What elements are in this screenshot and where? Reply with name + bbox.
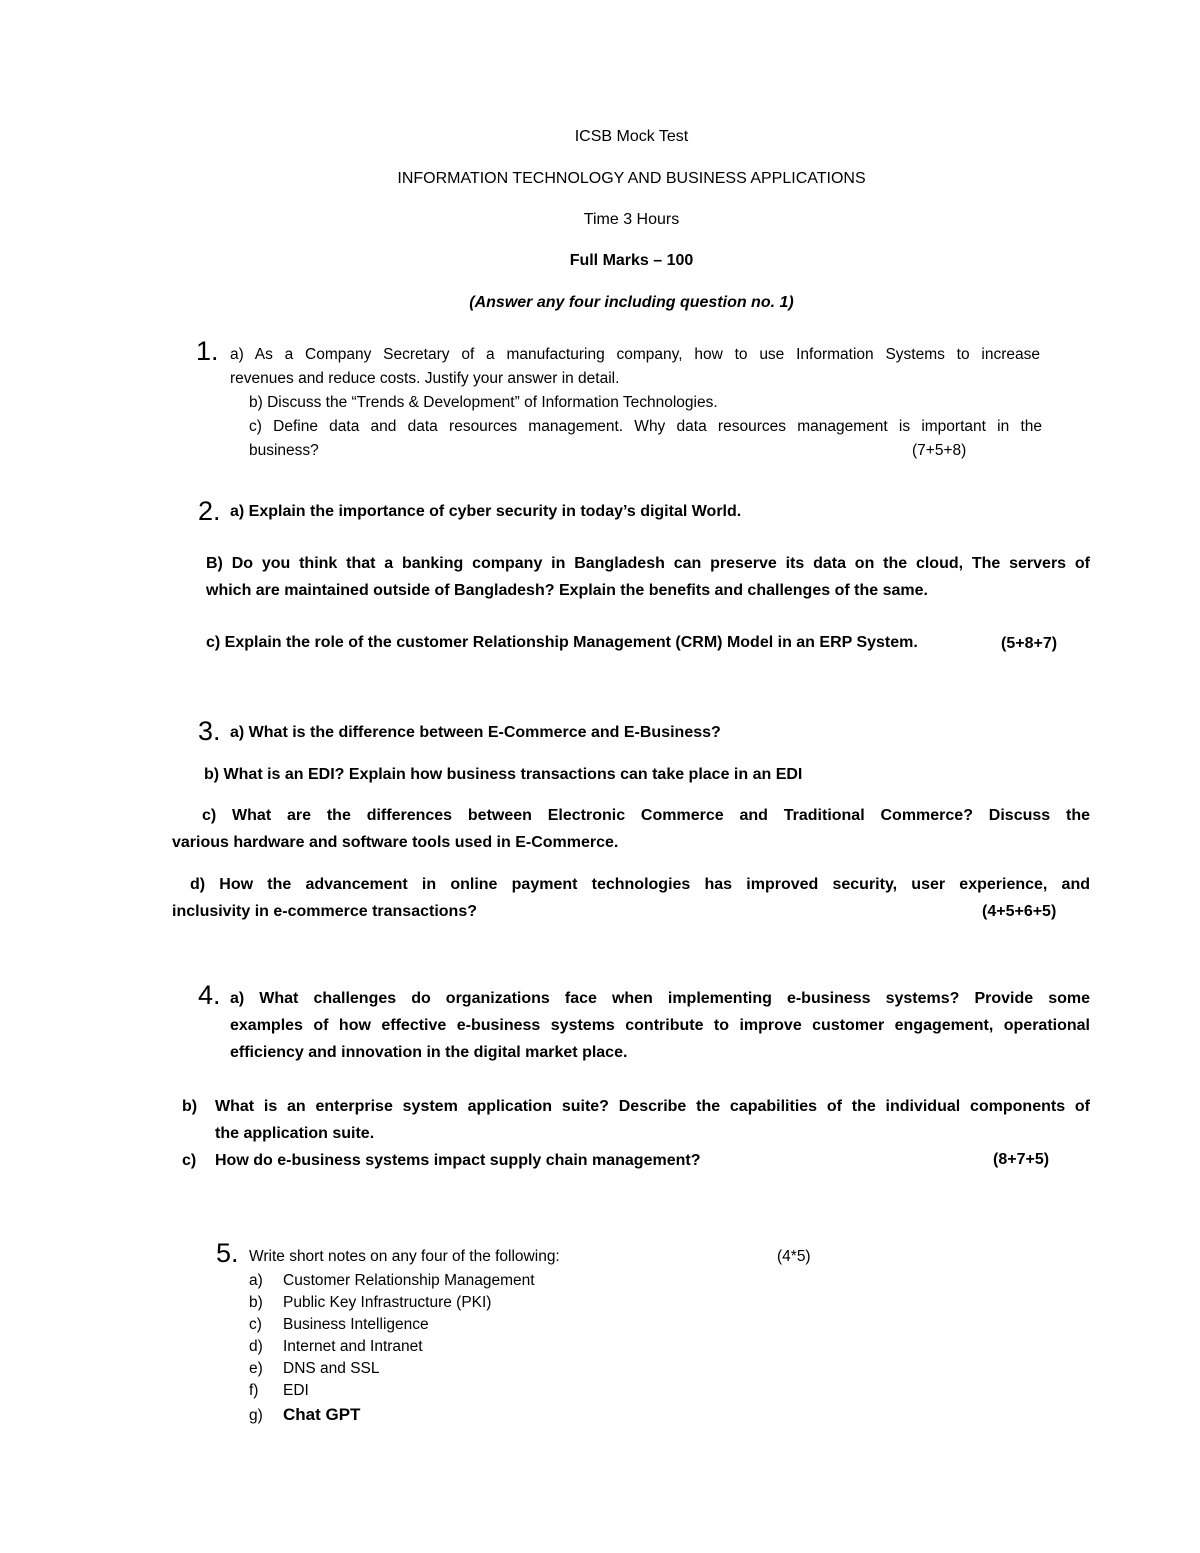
list-item: c) Business Intelligence xyxy=(249,1316,429,1333)
exam-instruction: (Answer any four including question no. 1) xyxy=(469,294,794,311)
question-4c: How do e-business systems impact supply chain management? xyxy=(215,1152,701,1169)
exam-title: ICSB Mock Test xyxy=(574,128,689,145)
question-3c-line1: c) What are the differences between Electronic Commerce and Traditional Commerce? Discuss the xyxy=(202,807,1090,824)
question-2-number: 2. xyxy=(198,496,221,526)
question-1c-line1: c) Define data and data resources management. Why data resources management is important in the xyxy=(249,418,1042,435)
question-3d-line1: d) How the advancement in online payment technologies has improved security, user experience, and xyxy=(190,876,1090,893)
question-5-marks: (4*5) xyxy=(777,1248,811,1265)
question-3-marks: (4+5+6+5) xyxy=(982,903,1057,920)
exam-time: Time 3 Hours xyxy=(583,211,680,228)
question-4a-line1: a) What challenges do organizations face when implementing e-business systems? Provide some xyxy=(230,990,1090,1007)
list-item: g) Chat GPT xyxy=(249,1405,361,1424)
list-item: e) DNS and SSL xyxy=(249,1360,380,1377)
list-item: d) Internet and Intranet xyxy=(249,1338,423,1355)
question-4b-line2: the application suite. xyxy=(215,1125,375,1142)
question-2c: c) Explain the role of the customer Relationship Management (CRM) Model in an ERP System. xyxy=(206,634,918,651)
question-3d-line2: inclusivity in e-commerce transactions? xyxy=(172,903,477,920)
question-1c-line2: business? xyxy=(249,442,319,459)
list-item: b) Public Key Infrastructure (PKI) xyxy=(249,1294,492,1311)
question-1-marks: (7+5+8) xyxy=(912,442,967,459)
exam-full-marks: Full Marks – 100 xyxy=(569,252,694,269)
list-item: a) Customer Relationship Management xyxy=(249,1272,535,1289)
question-4b-label: b) xyxy=(182,1098,198,1115)
question-1a-line2: revenues and reduce costs. Justify your answer in detail. xyxy=(230,370,620,387)
question-1a-line1: a) As a Company Secretary of a manufacturing company, how to use Information Systems to increase xyxy=(230,346,1040,363)
question-3a: a) What is the difference between E-Commerce and E-Business? xyxy=(230,724,721,741)
question-2b-line2: which are maintained outside of Bangladesh? Explain the benefits and challenges of the same. xyxy=(206,582,928,599)
question-5-number: 5. xyxy=(216,1238,239,1268)
question-3c-line2: various hardware and software tools used in E-Commerce. xyxy=(172,834,619,851)
exam-subject: INFORMATION TECHNOLOGY AND BUSINESS APPLICATIONS xyxy=(397,170,866,187)
question-4c-label: c) xyxy=(182,1152,197,1169)
question-4b-line1: What is an enterprise system application suite? Describe the capabilities of the individual components of xyxy=(215,1098,1090,1115)
question-2a: a) Explain the importance of cyber security in today’s digital World. xyxy=(230,503,742,520)
question-3-number: 3. xyxy=(198,716,221,746)
question-5-intro: Write short notes on any four of the following: xyxy=(249,1248,560,1265)
question-2b-line1: B) Do you think that a banking company in Bangladesh can preserve its data on the cloud, The servers of xyxy=(206,555,1090,572)
question-1b: b) Discuss the “Trends & Development” of Information Technologies. xyxy=(249,394,718,411)
question-4-marks: (8+7+5) xyxy=(993,1151,1050,1168)
question-4-number: 4. xyxy=(198,980,221,1010)
question-3b: b) What is an EDI? Explain how business transactions can take place in an EDI xyxy=(204,766,803,783)
question-1-number: 1. xyxy=(196,336,219,366)
question-2-marks: (5+8+7) xyxy=(1001,635,1058,652)
question-4a-line2: examples of how effective e-business systems contribute to improve customer engagement, operational xyxy=(230,1017,1090,1034)
question-4a-line3: efficiency and innovation in the digital market place. xyxy=(230,1044,628,1061)
list-item: f) EDI xyxy=(249,1382,309,1399)
